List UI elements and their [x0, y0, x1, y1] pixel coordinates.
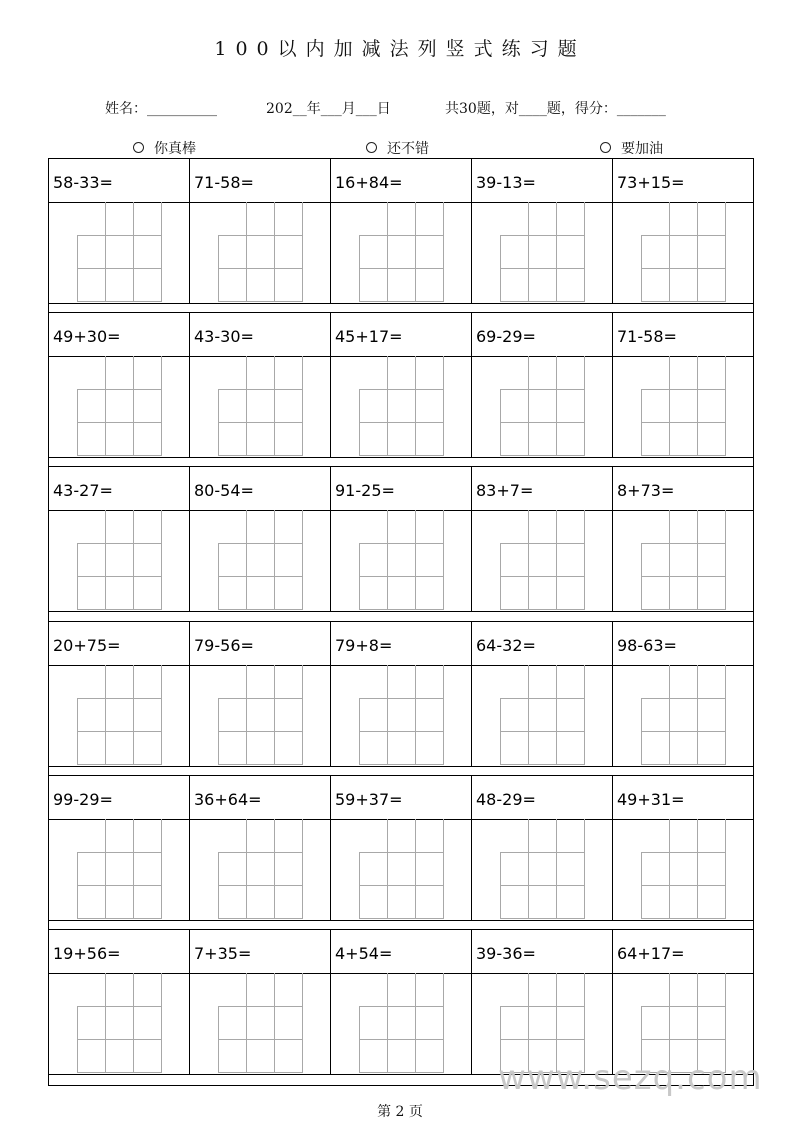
row-separator — [49, 920, 753, 921]
calc-grid — [77, 356, 161, 456]
problem-cell — [472, 159, 613, 303]
calc-grid — [218, 665, 302, 765]
problem-text: 64-32= — [476, 636, 536, 655]
calc-grid — [77, 973, 161, 1073]
problem-text: 36+64= — [194, 790, 262, 809]
calc-grid — [218, 510, 302, 610]
calc-grid — [359, 510, 443, 610]
rating-keep-going: 要加油 — [600, 138, 663, 158]
problem-text: 8+73= — [617, 481, 675, 500]
circle-icon — [600, 142, 611, 153]
problem-text: 71-58= — [194, 173, 254, 192]
problem-cell — [190, 467, 331, 611]
circle-icon — [366, 142, 377, 153]
worksheet-grid — [48, 158, 754, 1086]
page-title: 100以内加减法列竖式练习题 — [214, 38, 586, 60]
date-field-label: 202__年___月___日 — [266, 101, 391, 117]
problem-text: 19+56= — [53, 944, 121, 963]
problem-cell — [472, 622, 613, 766]
problem-text: 20+75= — [53, 636, 121, 655]
calc-grid — [641, 356, 725, 456]
problem-row — [49, 159, 753, 303]
problem-text: 80-54= — [194, 481, 254, 500]
problem-cell — [49, 622, 190, 766]
calc-grid — [218, 356, 302, 456]
problem-cell — [472, 313, 613, 457]
calc-grid — [500, 356, 584, 456]
problem-cell — [331, 159, 472, 303]
problem-text: 39-36= — [476, 944, 536, 963]
problem-text: 49+30= — [53, 327, 121, 346]
problem-cell — [190, 776, 331, 920]
problem-cell — [49, 930, 190, 1074]
problem-text: 79-56= — [194, 636, 254, 655]
calc-grid — [77, 202, 161, 302]
problem-text: 7+35= — [194, 944, 252, 963]
calc-grid — [641, 819, 725, 919]
row-separator — [49, 766, 753, 767]
calc-grid — [218, 202, 302, 302]
problem-cell — [331, 776, 472, 920]
problem-text: 64+17= — [617, 944, 685, 963]
rating-great: 你真棒 — [133, 138, 196, 158]
problem-text: 45+17= — [335, 327, 403, 346]
calc-grid — [77, 510, 161, 610]
problem-cell — [472, 776, 613, 920]
calc-grid — [500, 510, 584, 610]
problem-cell — [613, 930, 753, 1074]
problem-cell — [613, 776, 753, 920]
calc-grid — [359, 973, 443, 1073]
problem-cell — [472, 930, 613, 1074]
watermark: www.sezq.com — [498, 1058, 763, 1098]
score-field-label: 共30题，对____题，得分：_______ — [445, 101, 666, 117]
problem-cell — [190, 622, 331, 766]
calc-grid — [641, 510, 725, 610]
problem-cell — [49, 313, 190, 457]
problem-cell — [190, 313, 331, 457]
problem-cell — [331, 313, 472, 457]
problem-cell — [613, 467, 753, 611]
calc-grid — [500, 819, 584, 919]
problem-text: 58-33= — [53, 173, 113, 192]
calc-grid — [359, 356, 443, 456]
calc-grid — [77, 819, 161, 919]
problem-cell — [331, 622, 472, 766]
problem-row — [49, 467, 753, 611]
problem-cell — [331, 930, 472, 1074]
row-separator — [49, 611, 753, 612]
problem-text: 79+8= — [335, 636, 393, 655]
problem-text: 59+37= — [335, 790, 403, 809]
problem-text: 99-29= — [53, 790, 113, 809]
problem-text: 73+15= — [617, 173, 685, 192]
calc-grid — [218, 819, 302, 919]
rating-good: 还不错 — [366, 138, 429, 158]
problem-text: 91-25= — [335, 481, 395, 500]
calc-grid — [641, 202, 725, 302]
row-separator — [49, 457, 753, 458]
problem-cell — [472, 467, 613, 611]
problem-text: 43-27= — [53, 481, 113, 500]
problem-row — [49, 930, 753, 1074]
name-field-label: 姓名：__________ — [105, 101, 217, 117]
problem-cell — [331, 467, 472, 611]
calc-grid — [218, 973, 302, 1073]
problem-row — [49, 776, 753, 920]
calc-grid — [500, 665, 584, 765]
problem-row — [49, 313, 753, 457]
problem-cell — [49, 776, 190, 920]
problem-text: 49+31= — [617, 790, 685, 809]
circle-icon — [133, 142, 144, 153]
calc-grid — [359, 665, 443, 765]
calc-grid — [359, 819, 443, 919]
problem-text: 43-30= — [194, 327, 254, 346]
problem-cell — [613, 159, 753, 303]
problem-cell — [49, 159, 190, 303]
calc-grid — [359, 202, 443, 302]
problem-text: 83+7= — [476, 481, 534, 500]
problem-text: 39-13= — [476, 173, 536, 192]
problem-text: 71-58= — [617, 327, 677, 346]
problem-cell — [49, 467, 190, 611]
problem-cell — [190, 930, 331, 1074]
problem-text: 48-29= — [476, 790, 536, 809]
calc-grid — [500, 202, 584, 302]
problem-text: 69-29= — [476, 327, 536, 346]
row-separator — [49, 303, 753, 304]
calc-grid — [77, 665, 161, 765]
problem-text: 4+54= — [335, 944, 393, 963]
problem-cell — [190, 159, 331, 303]
problem-cell — [613, 313, 753, 457]
problem-cell — [613, 622, 753, 766]
problem-row — [49, 622, 753, 766]
problem-text: 16+84= — [335, 173, 403, 192]
page-number: 第 2 页 — [377, 1104, 423, 1120]
calc-grid — [641, 665, 725, 765]
problem-text: 98-63= — [617, 636, 677, 655]
